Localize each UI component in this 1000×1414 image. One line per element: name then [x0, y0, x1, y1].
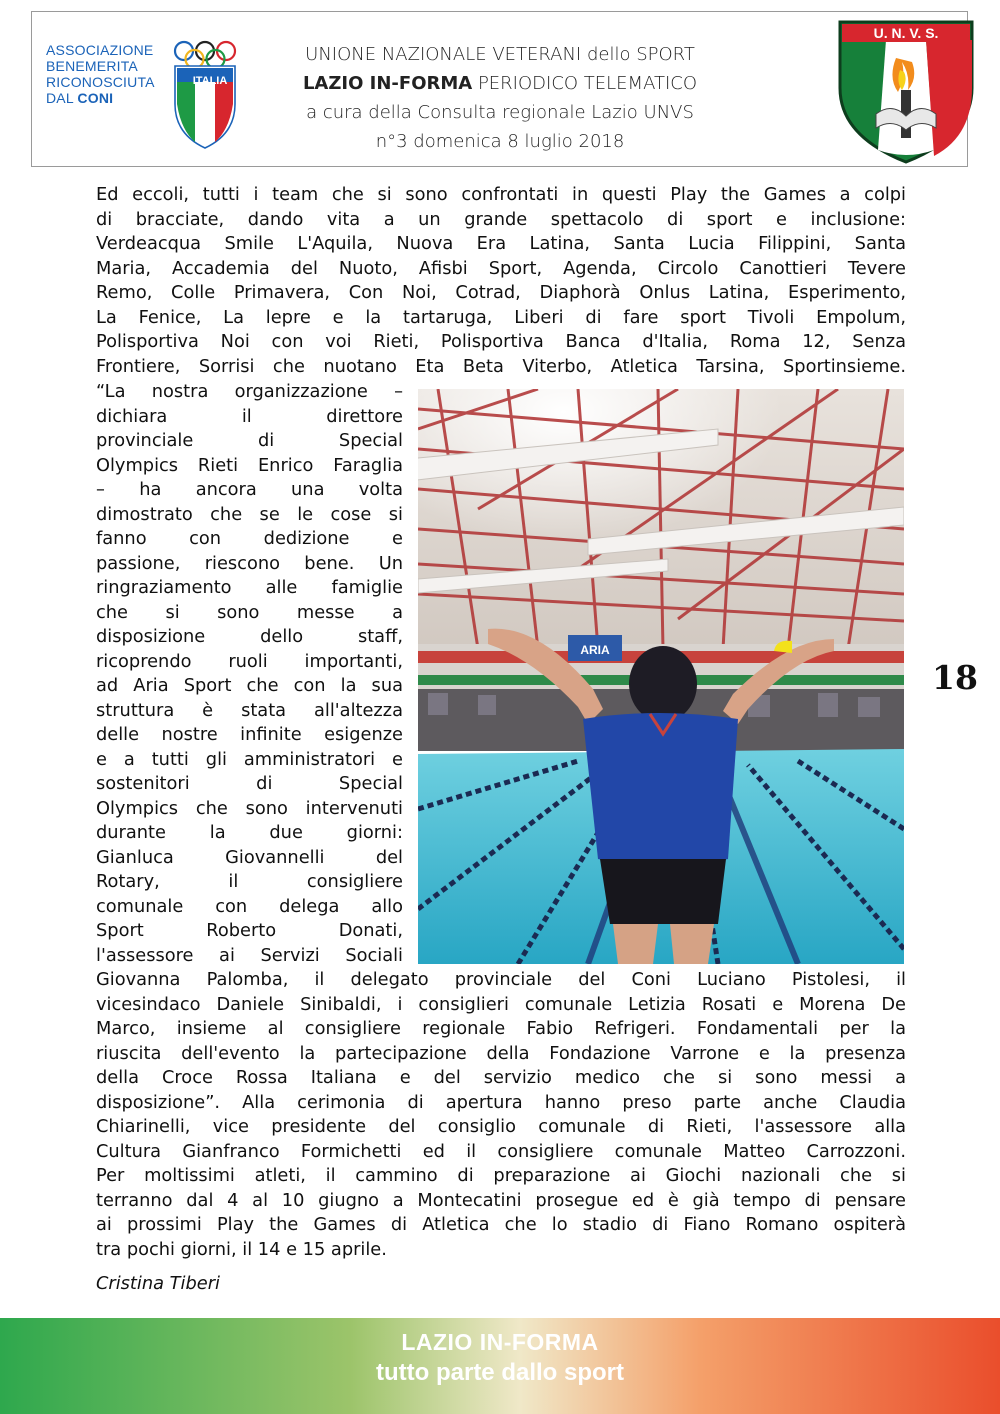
text-line: riuscita dell'evento la partecipazione della Fondazione Varrone e la presenza	[96, 1042, 906, 1064]
masthead-line-4: n°3 domenica 8 luglio 2018	[375, 131, 625, 152]
text-line: Chiarinelli, vice presidente del consiglio comunale di Rieti, l'assessore alla	[96, 1116, 906, 1137]
article-photo	[418, 389, 904, 964]
text-line: ad Aria Sport che con la sua	[96, 675, 403, 696]
text-line: dichiara il direttore	[96, 405, 403, 427]
text-line: Giovanna Palomba, il delegato provinciale del Coni Luciano Pistolesi, il	[96, 969, 906, 990]
footer-tagline: tutto parte dallo sport	[376, 1359, 624, 1386]
photo-banner-text: ARIA	[580, 643, 610, 657]
coni-text-line: RICONOSCIUTA	[46, 74, 155, 90]
text-line: Rotary, il consigliere	[96, 871, 403, 892]
coni-logo	[46, 42, 256, 152]
text-line: tra pochi giorni, il 14 e 15 aprile.	[96, 1238, 387, 1260]
text-line: ringraziamento alle famiglie	[96, 577, 403, 598]
text-line: fanno con dedizione e	[96, 528, 403, 549]
text-line: ai prossimi Play the Games di Atletica che lo stadio di Fiano Romano ospiterà	[96, 1214, 906, 1235]
coni-text-line: ASSOCIAZIONE	[46, 42, 154, 58]
text-line: Verdeacqua Smile L'Aquila, Nuova Era Latina, Santa Lucia Filippini, Santa	[96, 233, 906, 254]
footer-title: LAZIO IN-FORMA	[401, 1329, 599, 1355]
article-continuation	[96, 968, 906, 1262]
text-line: ricoprendo ruoli importanti,	[96, 650, 403, 672]
coni-text-line: DAL	[46, 90, 74, 106]
text-line: provinciale di Special	[96, 430, 403, 451]
text-line: e a tutti gli amministratori e	[96, 748, 403, 770]
text-line: Polisportiva Noi con voi Rieti, Polisportiva Banca d'Italia, Roma 12, Senza	[96, 331, 906, 352]
masthead-subtitle: PERIODICO TELEMATICO	[472, 73, 698, 94]
text-line: Per moltissimi atleti, il cammino di preparazione ai Giochi nazionali che si	[96, 1165, 906, 1186]
text-line: Marco, insieme al consigliere regionale Fabio Refrigeri. Fondamentali per la	[96, 1018, 906, 1039]
article-author: Cristina Tiberi	[96, 1273, 220, 1294]
text-line: Olympics Rieti Enrico Faraglia	[96, 454, 403, 476]
text-line: comunale con delega allo	[96, 895, 403, 917]
text-line: delle nostre infinite esigenze	[96, 724, 403, 745]
text-line: “La nostra organizzazione –	[96, 381, 403, 402]
page-number: 18	[932, 658, 978, 697]
unvs-shield-logo	[836, 18, 976, 164]
text-line: Gianluca Giovannelli del	[96, 846, 403, 868]
text-line: Olympics che sono intervenuti	[96, 797, 403, 819]
text-line: struttura è stata all'altezza	[96, 699, 403, 721]
page-footer	[0, 1318, 1000, 1414]
text-line: Sport Roberto Donati,	[96, 920, 403, 941]
coni-text-bold: CONI	[77, 90, 114, 106]
coni-text-line: BENEMERITA	[46, 58, 138, 74]
text-line: disposizione dello staff,	[96, 626, 403, 647]
text-line: vicesindaco Daniele Sinibaldi, i consiglieri comunale Letizia Rosati e Morena De	[96, 993, 906, 1015]
masthead-line-3: a cura della Consulta regionale Lazio UNVS	[306, 102, 694, 123]
text-line: La Fenice, La lepre e la tartaruga, Liberi di fare sport Tivoli Empolum,	[96, 306, 906, 328]
article-intro	[96, 183, 906, 379]
text-line: disposizione”. Alla cerimonia di apertura hanno preso parte anche Claudia	[96, 1091, 906, 1113]
text-line: Cultura Gianfranco Formichetti ed il consigliere comunale Matteo Carrozzoni.	[96, 1140, 906, 1162]
masthead-line-1: UNIONE NAZIONALE VETERANI dello SPORT	[305, 44, 695, 65]
coni-logo-text	[46, 42, 174, 106]
text-line: durante la due giorni:	[96, 822, 403, 843]
text-line: dimostrato che se le cose si	[96, 503, 403, 525]
text-line: sostenitori di Special	[96, 773, 403, 794]
unvs-logo-text: U. N. V. S.	[873, 25, 939, 41]
text-line: Frontiere, Sorrisi che nuotano Eta Beta Viterbo, Atletica Tarsina, Sportinsieme.	[96, 355, 906, 377]
text-line: Remo, Colle Primavera, Con Noi, Cotrad, Diaphorà Onlus Latina, Esperimento,	[96, 282, 906, 303]
text-line: della Croce Rossa Italiana e del servizio medico che si sono messi a	[96, 1067, 906, 1088]
italia-label: ITALIA	[192, 75, 228, 87]
article-quote-column	[96, 380, 403, 968]
text-line: passione, riescono bene. Un	[96, 552, 403, 574]
text-line: di bracciate, dando vita a un grande spettacolo di sport e inclusione:	[96, 208, 906, 230]
masthead-title: LAZIO IN-FORMA	[302, 73, 473, 94]
text-line: terranno dal 4 al 10 giugno a Montecatini prosegue ed è già tempo di pensare	[96, 1189, 906, 1211]
swimming-pool-photo	[418, 389, 904, 964]
masthead	[262, 40, 738, 156]
text-line: che si sono messe a	[96, 601, 403, 623]
text-line: l'assessore ai Servizi Sociali	[96, 944, 403, 966]
text-line: Ed eccoli, tutti i team che si sono confrontati in questi Play the Games a colpi	[96, 184, 906, 205]
text-line: Maria, Accademia del Nuoto, Afisbi Sport, Agenda, Circolo Canottieri Tevere	[96, 257, 906, 279]
masthead-line-2	[262, 69, 738, 98]
page-header	[31, 11, 968, 167]
text-line: – ha ancora una volta	[96, 479, 403, 500]
